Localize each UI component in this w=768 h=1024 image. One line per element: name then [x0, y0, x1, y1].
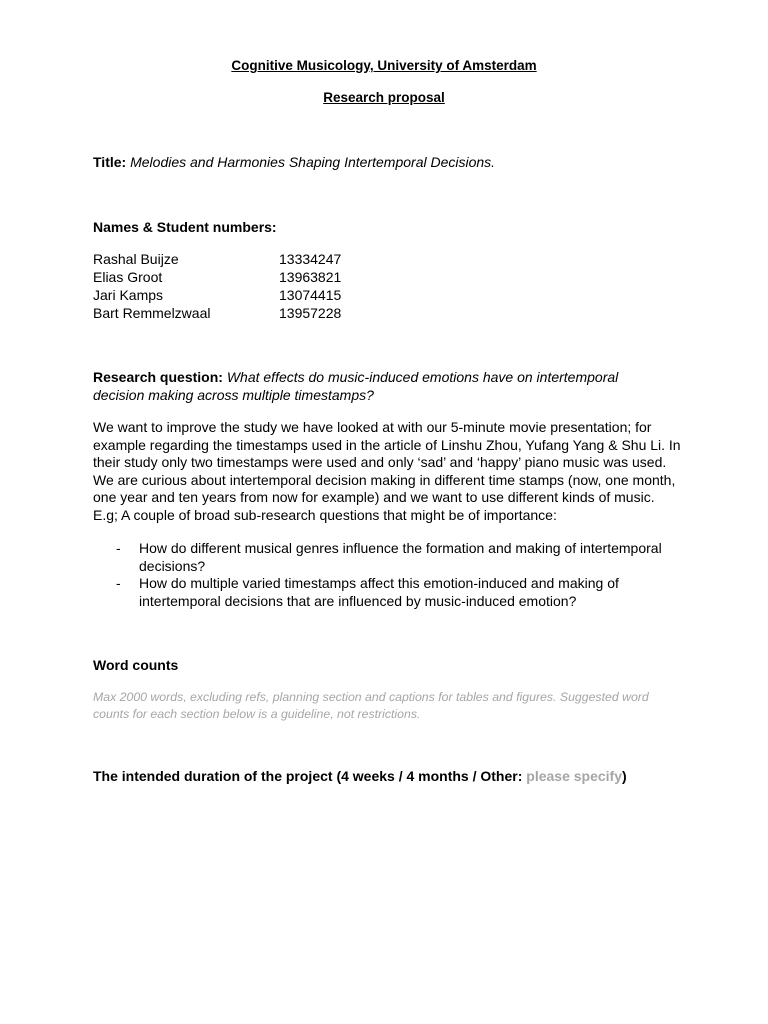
bullet-item: How do multiple varied timestamps affect this emotion-induced and making of intertemporal decisions that are influenced by music-induced emotion? — [139, 575, 619, 609]
research-question-value: What effects do music-induced emotions have on intertemporal decision making across multiple timestamps? — [93, 369, 619, 403]
duration-closing: ) — [622, 768, 627, 784]
student-row — [93, 268, 393, 286]
bullet-dash: - — [116, 575, 121, 591]
title-label: Title: — [93, 154, 127, 170]
title-value: Melodies and Harmonies Shaping Intertemporal Decisions. — [130, 154, 496, 170]
word-counts-heading: Word counts — [93, 657, 179, 673]
student-name: Bart Remmelzwaal — [93, 305, 211, 321]
duration-placeholder: please specify — [526, 768, 623, 784]
student-number: 13963821 — [279, 269, 342, 285]
students-heading: Names & Student numbers: — [93, 219, 277, 235]
research-question — [93, 369, 653, 404]
research-question-label: Research question: — [93, 369, 223, 385]
title-line — [93, 154, 693, 172]
body-paragraph: We want to improve the study we have looked at with our 5-minute movie presentation; for example regarding the timestamps used in the article of Linshu Zhou, Yufang Yang & Shu Li. In their study only two timestamps were used and only ‘sad’ and ‘happy’ piano music was used. We are curious about intertemporal decision making in different time stamps (now, one month, one year and ten years from now for example) and we want to use different kinds of music. E.g; A couple of broad sub-research questions that might be of importance: — [93, 419, 681, 523]
student-name: Elias Groot — [93, 269, 163, 285]
bullet-dash: - — [116, 540, 121, 556]
student-name: Rashal Buijze — [93, 251, 179, 267]
word-counts-guideline: Max 2000 words, excluding refs, planning section and captions for tables and figures. Suggested word counts for each section below is a guideline, not restrictions. — [93, 690, 649, 721]
document-type-heading: Research proposal — [323, 90, 445, 105]
duration-line — [93, 768, 693, 786]
student-number: 13334247 — [279, 251, 342, 267]
student-number: 13074415 — [279, 287, 342, 303]
student-number: 13957228 — [279, 305, 342, 321]
student-row — [93, 286, 393, 304]
student-row — [93, 250, 393, 268]
duration-label: The intended duration of the project (4 weeks / 4 months / Other: — [93, 768, 527, 784]
institution-heading: Cognitive Musicology, University of Amsterdam — [231, 58, 537, 73]
student-name: Jari Kamps — [93, 287, 164, 303]
bullet-item: How do different musical genres influence the formation and making of intertemporal decisions? — [139, 540, 662, 574]
student-row — [93, 304, 393, 322]
